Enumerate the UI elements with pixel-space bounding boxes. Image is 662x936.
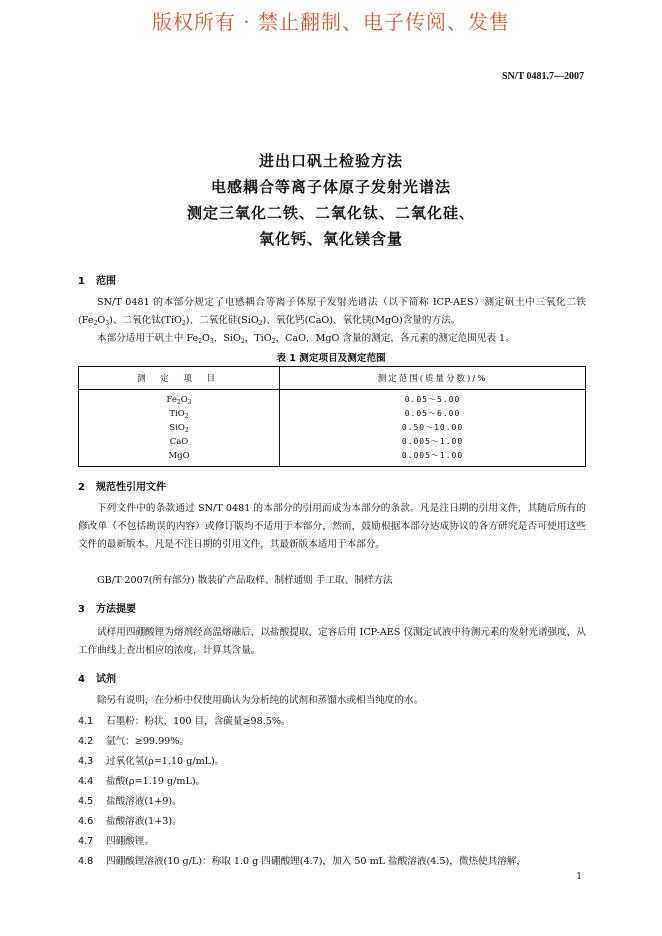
range-table <box>78 366 586 467</box>
subscript: 3 <box>209 338 214 345</box>
section-number: 2 <box>78 482 85 493</box>
section-1-heading <box>78 272 116 287</box>
subscript: 2 <box>184 413 189 420</box>
section-title: 方法提要 <box>96 604 136 615</box>
item-number: 4.8 <box>78 856 94 867</box>
list-item <box>78 853 586 867</box>
text: 本部分适用于矾土中 Fe <box>97 333 199 344</box>
table-row <box>79 407 586 421</box>
subscript: 2 <box>93 320 98 327</box>
item-number: 4.7 <box>78 836 94 847</box>
text: O <box>97 315 106 326</box>
standard-number: SN/T 0481.7—2007 <box>501 71 584 82</box>
cell-item <box>79 449 280 467</box>
copyright-watermark: 版权所有 · 禁止翻制、电子传阅、发售 <box>151 10 511 34</box>
item-text: 氩气：≥99.99%。 <box>106 736 189 747</box>
cell-item <box>79 407 280 421</box>
item-text: 石墨粉：粉状，100 目，含碳量≥98.5%。 <box>106 716 291 727</box>
subscript: 2 <box>240 338 245 345</box>
section-4-paragraph-1: 除另有说明，在分析中仅使用确认为分析纯的试剂和蒸馏水或相当纯度的水。 <box>97 695 424 706</box>
text: CaO <box>169 437 189 447</box>
subscript: 2 <box>198 338 203 345</box>
list-item <box>78 813 182 827</box>
section-number: 3 <box>78 604 85 615</box>
list-item <box>78 733 189 747</box>
section-title: 试剂 <box>96 674 116 685</box>
section-title: 规范性引用文件 <box>96 482 166 493</box>
list-item <box>78 833 154 847</box>
item-number: 4.2 <box>78 736 94 747</box>
cell-range: 0.005～1.00 <box>401 451 464 460</box>
section-2-paragraph-1: 下列文件中的条款通过 SN/T 0481 的本部分的引用而成为本部分的条款。凡是注日期的引用文件，其随后所有的修改单（不包括勘误的内容）或修订版均不适用于本部分，然而，鼓励根据本部分达成协议的各方研究是否可使用这些文件的最新版本。凡是不注日期的引用文件，其最新版本适用于本部分。 <box>78 503 586 550</box>
title-line-4: 氧化钙、氧化镁含量 <box>258 230 403 248</box>
item-text: 盐酸溶液(1+9)。 <box>106 796 182 807</box>
table-row <box>79 449 586 467</box>
subscript: 2 <box>184 427 189 434</box>
list-item <box>78 753 224 767</box>
section-number: 1 <box>78 276 85 287</box>
cell-item <box>79 435 280 449</box>
section-3-paragraph-1: 试样用四硼酸锂为熔剂经高温熔融后，以盐酸提取，定容后用 ICP-AES 仪测定试液中待测元素的发射光谱强度，从工作曲线上查出相应的浓度，计算其含量。 <box>78 627 586 656</box>
subscript: 2 <box>176 399 181 406</box>
item-text: 过氧化氢(ρ=1.10 g/mL)。 <box>106 756 225 767</box>
cell-range: 0.05～5.00 <box>404 395 461 404</box>
item-number: 4.3 <box>78 756 94 767</box>
table-header-range: 测定范围(质量分数)/% <box>280 367 586 390</box>
text: )、二氧化硅(SiO <box>185 315 259 326</box>
text: MgO <box>168 451 190 461</box>
cell-item <box>79 390 280 408</box>
section-4-heading <box>78 670 116 685</box>
item-text: 盐酸溶液(1+3)。 <box>106 816 182 827</box>
section-2-paragraph-2: GB/T 2007(所有部分) 散装矿产品取样、制样通则 手工取、制样方法 <box>97 575 393 586</box>
table-row <box>79 435 586 449</box>
text: O <box>202 333 210 344</box>
item-text: 四硼酸锂。 <box>106 836 154 847</box>
cell-item <box>79 421 280 435</box>
text: SiO <box>169 423 185 433</box>
cell-range: 0.50～10.00 <box>401 423 464 432</box>
text: ，SiO <box>213 333 241 344</box>
subscript: 2 <box>271 338 276 345</box>
item-number: 4.6 <box>78 816 94 827</box>
subscript: 2 <box>258 320 263 327</box>
text: SN/T 0481 的本部分规定了电感耦合等离子体原子发射光谱法（以下简称 ICP-AES）测定矾土中三氧化二铁(Fe <box>78 297 586 326</box>
text: ，TiO <box>244 333 272 344</box>
section-1-paragraph-1 <box>78 294 586 330</box>
page-number: 1 <box>576 872 582 882</box>
list-item <box>78 773 205 787</box>
text: Fe <box>166 395 177 405</box>
section-3-heading <box>78 600 136 615</box>
text: O <box>180 395 188 405</box>
section-2-heading <box>78 478 166 493</box>
title-line-2: 电感耦合等离子体原子发射光谱法 <box>210 178 451 196</box>
text: )、氧化钙(CaO)、氧化镁(MgO)含量的方法。 <box>262 315 461 326</box>
item-number: 4.1 <box>78 716 94 727</box>
text: )、二氧化钛(TiO <box>109 315 182 326</box>
item-number: 4.5 <box>78 796 94 807</box>
subscript: 2 <box>181 320 186 327</box>
item-text: 盐酸(ρ=1.19 g/mL)。 <box>106 776 206 787</box>
section-1-paragraph-2 <box>78 330 586 348</box>
list-item <box>78 793 182 807</box>
item-text: 四硼酸锂溶液(10 g/L)：称取 1.0 g 四硼酸锂(4.7)，加入 50 mL 盐酸溶液(4.5)，微热使其溶解， <box>106 856 526 867</box>
section-title: 范围 <box>96 276 116 287</box>
text: ，CaO，MgO 含量的测定，各元素的测定范围见表 1。 <box>275 333 515 344</box>
section-number: 4 <box>78 674 85 685</box>
text: TiO <box>169 409 185 419</box>
item-number: 4.4 <box>78 776 94 787</box>
subscript: 3 <box>105 320 110 327</box>
table-caption: 表 1 测定项目及测定范围 <box>276 353 386 364</box>
title-line-1: 进出口矾土检验方法 <box>258 152 403 170</box>
table-row <box>79 421 586 435</box>
list-item <box>78 713 291 727</box>
title-line-3: 测定三氧化二铁、二氧化钛、二氧化硅、 <box>186 204 475 222</box>
cell-range: 0.005～1.00 <box>401 437 464 446</box>
cell-range: 0.05～6.00 <box>404 409 461 418</box>
subscript: 3 <box>187 399 192 406</box>
table-row <box>79 390 586 408</box>
table-header-item: 测 定 项 目 <box>79 367 280 390</box>
